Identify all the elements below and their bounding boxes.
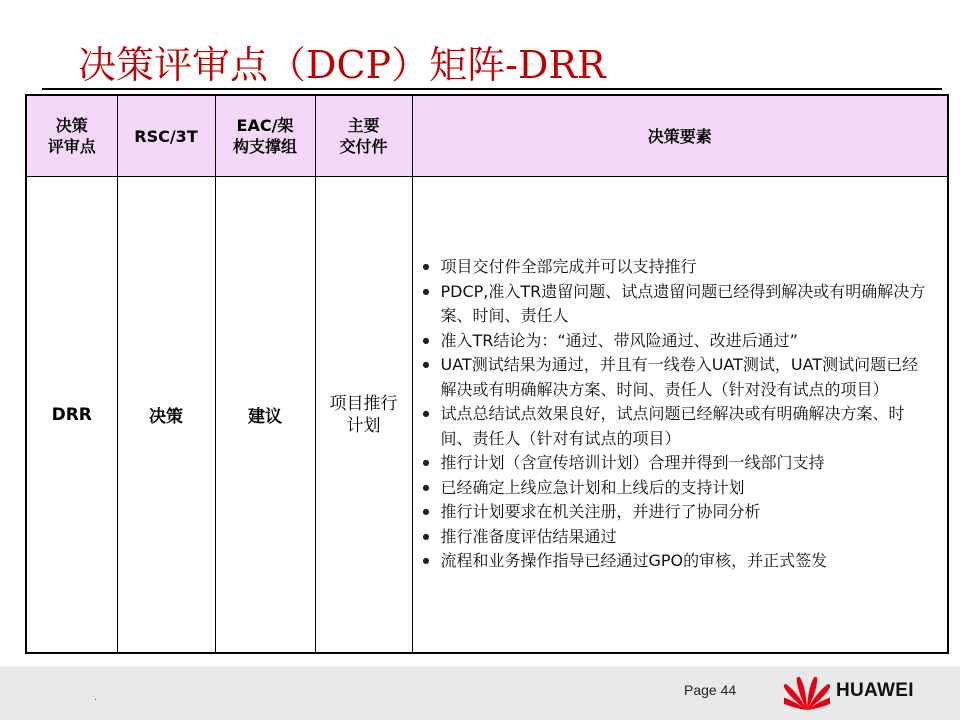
list-item: ● 推行计划（含宣传培训计划）合理并得到一线部门支持 [423, 451, 932, 476]
list-item: ● 流程和业务操作指导已经通过GPO的审核，并正式签发 [423, 549, 932, 574]
list-item: ● 推行计划要求在机关注册，并进行了协同分析 [423, 500, 932, 525]
footer-mark: . [94, 692, 98, 703]
header-deliverable: 主要 交付件 [315, 95, 412, 177]
huawei-logo [784, 672, 914, 710]
list-item: ● 推行准备度评估结果通过 [423, 525, 932, 550]
list-item: ● 项目交付件全部完成并可以支持推行 [423, 255, 932, 280]
dcp-matrix-table [25, 94, 949, 654]
header-decision-elements: 决策要素 [412, 95, 948, 177]
table-header-row [26, 95, 948, 177]
page-number: Page 44 [684, 682, 737, 698]
decision-elements-list [423, 255, 932, 574]
table-row [26, 177, 948, 654]
header-eac: EAC/架 构支撑组 [215, 95, 315, 177]
cell-deliverable: 项目推行 计划 [315, 177, 412, 654]
huawei-flower-icon [784, 672, 830, 710]
list-item: ● 试点总结试点效果良好，试点问题已经解决或有明确解决方案、时间、责任人（针对有试点的项目） [423, 402, 932, 451]
title-underline [42, 88, 942, 90]
cell-eac: 建议 [215, 177, 315, 654]
brand-name: HUAWEI [836, 680, 914, 701]
cell-review-point: DRR [26, 177, 117, 654]
list-item: ● PDCP,准入TR遗留问题、试点遗留问题已经得到解决或有明确解决方案、时间、责任人 [423, 280, 932, 329]
header-rsc: RSC/3T [117, 95, 215, 177]
slide-title: 决策评审点（DCP）矩阵-DRR [78, 43, 606, 87]
list-item: ● 已经确定上线应急计划和上线后的支持计划 [423, 476, 932, 501]
header-review-point: 决策 评审点 [26, 95, 117, 177]
cell-decision-elements [412, 177, 948, 654]
list-item: ● UAT测试结果为通过，并且有一线卷入UAT测试，UAT测试问题已经解决或有明确解决方案、时间、责任人（针对没有试点的项目） [423, 353, 932, 402]
cell-rsc: 决策 [117, 177, 215, 654]
list-item: ● 准入TR结论为：“通过、带风险通过、改进后通过” [423, 329, 932, 354]
